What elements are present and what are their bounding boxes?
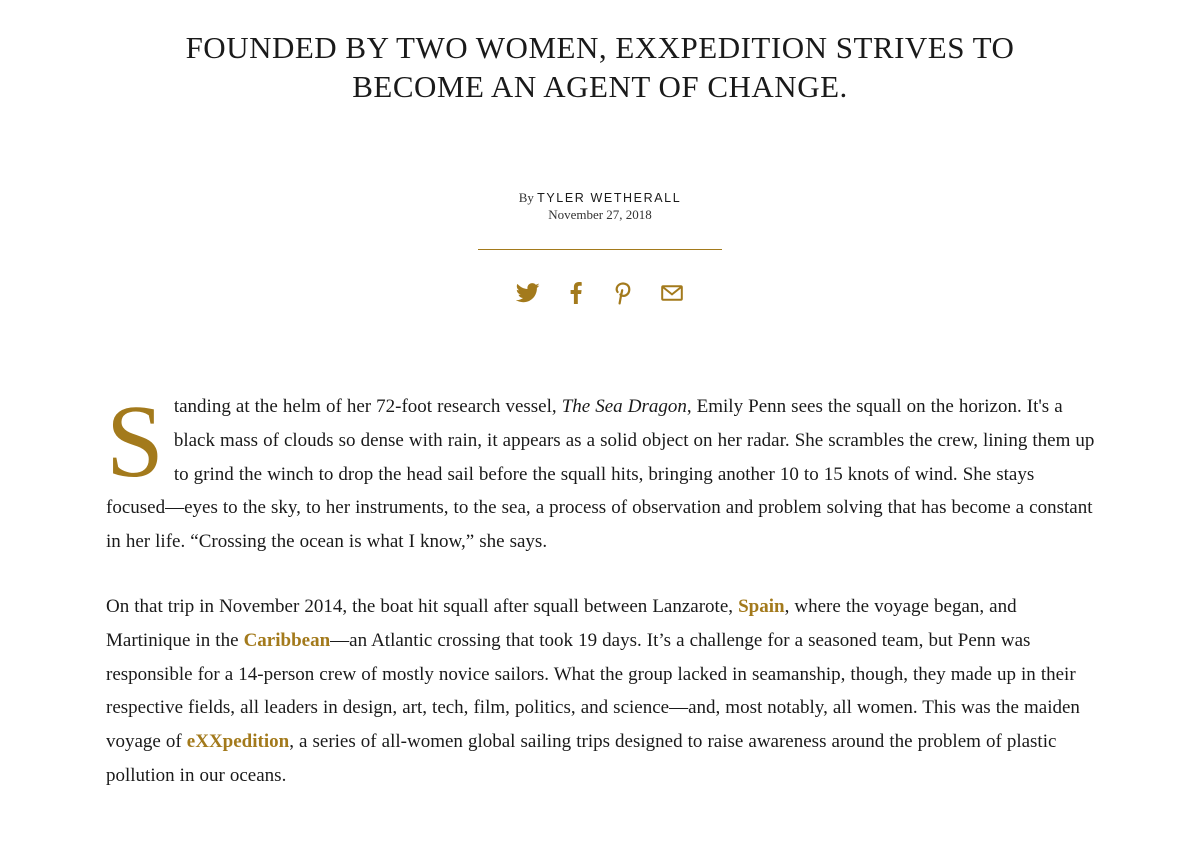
facebook-icon <box>570 282 582 304</box>
drop-cap: S <box>106 384 164 499</box>
paragraph-2-text-a: On that trip in November 2014, the boat hit squall after squall between Lanzarote, <box>106 595 739 617</box>
share-pinterest-button[interactable] <box>600 280 648 306</box>
twitter-icon <box>516 283 540 303</box>
publish-date: November 27, 2018 <box>548 207 652 222</box>
share-facebook-button[interactable] <box>552 280 600 306</box>
paragraph-1-text-a: tanding at the helm of her 72-foot research vessel, <box>173 396 562 417</box>
article-body <box>106 384 1096 824</box>
caribbean-link[interactable]: Caribbean <box>243 629 331 651</box>
vessel-name: The Sea Dragon <box>561 396 687 417</box>
paragraph-2-text-d: , a series of all-women global sailing trips designed to raise awareness around the problem of plastic pollution in our oceans. <box>106 731 1057 786</box>
paragraph-2 <box>106 590 1096 793</box>
paragraph-1-text-b: , Emily Penn sees the squall on the horizon. It's a black mass of clouds so dense with rain, it appears as a solid object on her radar. She scrambles the crew, lining them up to grind the winch to drop the head sail before the squall hits, bringing another 10 to 15 knots of wind. She stays focused—eyes to the sky, to her instruments, to the sea, a process of observation and problem solving that has become a constant in her life. “Crossing the ocean is what I know,” she says. <box>106 396 1095 553</box>
email-icon <box>661 285 683 301</box>
paragraph-2-text-b: , where the voyage began, and Martinique in the <box>106 595 1017 651</box>
article-headline: FOUNDED BY TWO WOMEN, EXXPEDITION STRIVES TO BECOME AN AGENT OF CHANGE. <box>185 30 1015 104</box>
pinterest-icon <box>615 281 633 305</box>
byline-divider <box>478 249 722 250</box>
byline-prefix: By <box>518 190 534 205</box>
paragraph-1 <box>106 384 1096 559</box>
byline <box>0 189 1200 207</box>
share-twitter-button[interactable] <box>504 280 552 306</box>
author-link[interactable]: TYLER WETHERALL <box>537 191 682 205</box>
share-email-button[interactable] <box>648 280 696 306</box>
paragraph-2-text-c: —an Atlantic crossing that took 19 days. It’s a challenge for a seasoned team, but Penn was responsible for a 14-person crew of mostly novice sailors. What the group lacked in seamanship, though, they made up in their respective fields, all leaders in design, art, tech, film, politics, and science—and, most notably, all women. This was the maiden voyage of <box>106 629 1080 753</box>
exxpedition-link[interactable]: eXXpedition <box>186 731 290 753</box>
share-bar <box>504 280 696 306</box>
spain-link[interactable]: Spain <box>738 595 785 617</box>
